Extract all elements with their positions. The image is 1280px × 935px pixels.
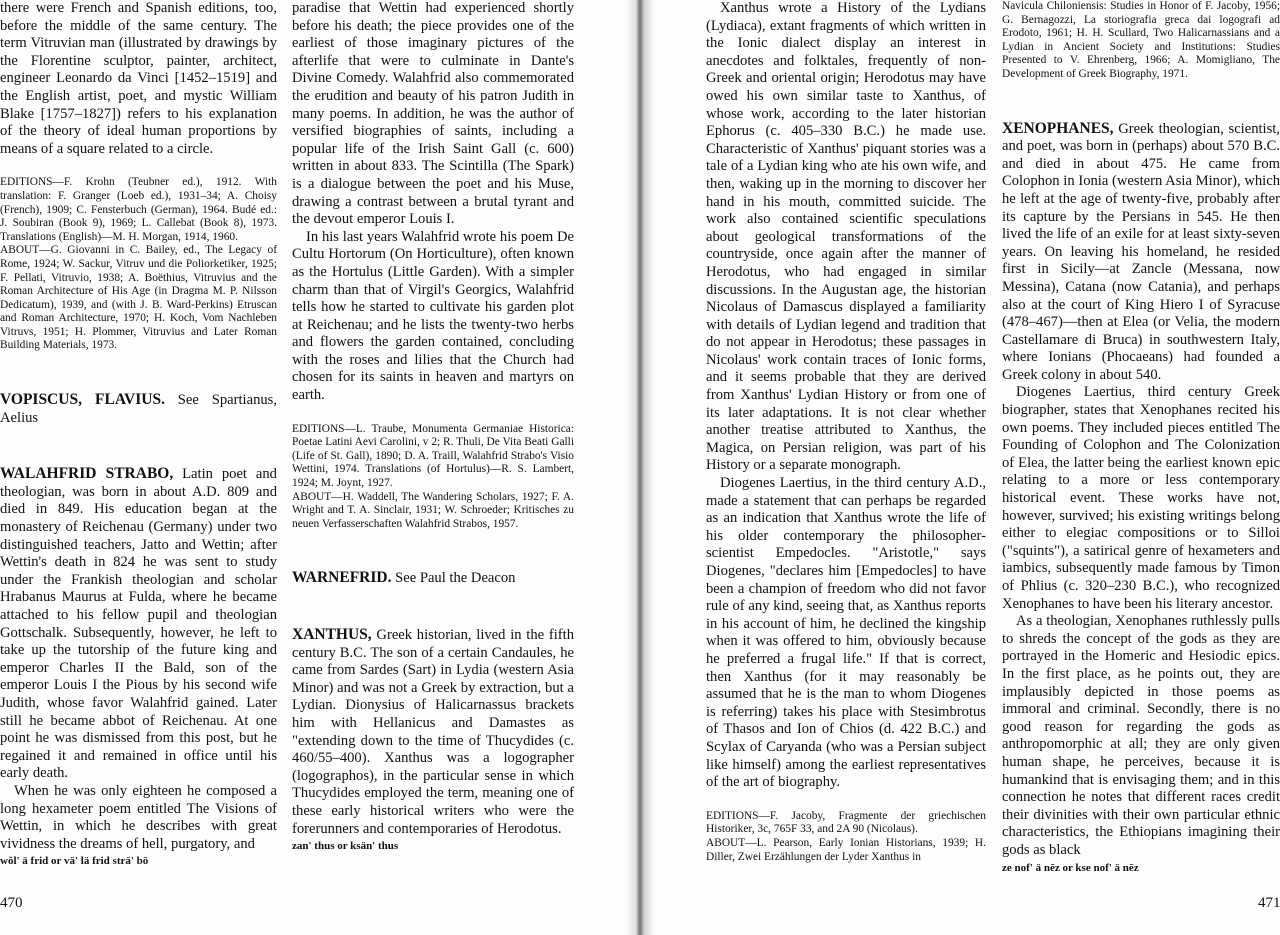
xenophanes-paragraph-3: As a theologian, Xenophanes ruthlessly pulls to shreds the concept of the gods as they are portrayed in the Homeric and Hesiodic epics. In the first place, as he points out, they are implausibly depicted in those poems as immoral and criminal. Secondly, there is no good reason for regarding the gods as anthropomorphic at all; they are only given human shape, he perceives, because it is humankind that is envisaging them; and in this connection he notes that different races credit their divinities with their own particular ethnic characteristics, the Ethiopians imagining their gods as black bbox=[1002, 613, 1280, 858]
entry-body: Greek theologian, scientist, and poet, was born in (perhaps) about 570 B.C. and died in about 475. He came from Colophon in Ionia (western Asia Minor), which he left at the age of twenty-five, probably after its capture by the Persians in 545. He then lived the life of an exile for at least sixty-seven years. On leaving his homeland, he resided first in Sicily—at Zancle (Messana, now Messina), Catana (now Catania), and perhaps also at the court of King Hiero I of Syracuse (478–467)—then at Elea (or Velia, the modern Castellamare di Bruca) in southwestern Italy, where Ionians (Phocaeans) had founded a Greek colony in about 540. bbox=[1002, 120, 1280, 383]
bibliography-about: ABOUT—H. Waddell, The Wandering Scholars, 1927; F. A. Wright and T. A. Sinclair, 1931; W. Schroeder; Kritisches zu neuen Verfasserschaften Walahfrid Strabos, 1957. bbox=[292, 490, 574, 530]
bibliography-editions: EDITIONS—L. Traube, Monumenta Germaniae Historica: Poetae Latini Aevi Carolini, v 2; R. Thuli, De Vita Beati Galli (Life of St. Gall), 1890; D. A. Traill, Walahfrid Strabo's Visio Wettini, 1974. Translations (of Hortulus)—R. S. Lambert, 1924; M. Joynt, 1927. bbox=[292, 422, 574, 490]
bibliography-editions: EDITIONS—F. Krohn (Teubner ed.), 1912. With translation: F. Granger (Loeb ed.), 1931–34; A. Choisy (French), 1909; C. Fensterbuch (German), 1964. Budé ed.: J. Soubiran (Book 9), 1969; L. Callebat (Book 8), 1973. Translations (English)—M. H. Morgan, 1914, 1960. bbox=[0, 176, 277, 243]
walahfrid-paragraph-4: In his last years Walahfrid wrote his poem De Cultu Hortorum (On Horticulture), often known as the Hortulus (Little Garden). With a simpler charm than that of Virgil's Georgics, Walahfrid tells how he started to cultivate his garden plot at Reichenau; and he lists the twenty-two herbs and flowers the garden contained, concluding with the roses and lilies that the Church had chosen for its saints in heaven and martyrs on earth. bbox=[292, 228, 574, 404]
bibliography-editions: EDITIONS—F. Jacoby, Fragmente der griechischen Historiker, 3c, 765F 33, and 2A 90 (Nicolaus). bbox=[706, 809, 986, 836]
xenophanes-paragraph-2: Diogenes Laertius, third century Greek biographer, states that Xenophanes recited his own poems. They included pieces entitled The Founding of Colophon and The Colonization of Elea, the latter being the earliest known epic relating to a more or less contemporary historical event. These works have not, however, survived; his existing writings belong either to elegiac compositions or to Silloi ("squints"), a satirical genre of hexameters and iambics, subsequently made famous by Timon of Phlius (c. 320–230 B.C.), who recognized Xenophanes to have been his literary ancestor. bbox=[1002, 384, 1280, 612]
page-number: 471 bbox=[1258, 895, 1280, 911]
walahfrid-paragraph-2: When he was only eighteen he composed a long hexameter poem entitled The Visions of Wettin, in which he describes with great vividness the dreams of hell, purgatory, and bbox=[0, 782, 277, 852]
entry-body: Greek historian, lived in the fifth century B.C. The son of a certain Candaules, he came from Sardes (Sart) in Lydia (western Asia Minor) and was not a Greek by extraction, but a Lydian. Dionysius of Halicarnassus brackets him with Hellanicus and Damastes as "extending down to the time of Thucydides (c. 460/55–400). Xanthus was a logographer (logographos), in the particular sense in which Thucydides employed the term, meaning one of these early historical writers who were the forerunners and contemporaries of Herodotus. bbox=[292, 627, 574, 837]
entry-vopiscus bbox=[0, 391, 277, 427]
entry-heading: XANTHUS, bbox=[292, 626, 372, 643]
walahfrid-paragraph-3: paradise that Wettin had experienced shortly before his death; the piece provides one of the earliest of those imaginary pictures of the afterlife that were to culminate in Dante's Divine Comedy. Walahfrid also commemorated the erudition and beauty of his patron Judith in many poems. In addition, he was the author of versified biographies of saints, including a popular life of the Irish Saint Gall (c. 600) written in about 833. The Scintilla (The Spark) is a dialogue between the poet and his Muse, drawing a contrast between a brutal tyrant and the devout emperor Louis I. bbox=[292, 0, 574, 228]
vitruvius-paragraph: there were French and Spanish editions, too, before the middle of the same century. The term Vitruvian man (illustrated by drawings by the Florentine sculptor, painter, architect, engineer Leonardo da Vinci [1452–1519] and the English artist, poet, and mystic William Blake [1757–1827]) refers to his explanation of the theory of ideal human proportions by means of a square related to a circle. bbox=[0, 0, 277, 157]
entry-heading: VOPISCUS, FLAVIUS. bbox=[0, 391, 165, 409]
entry-xenophanes-intro bbox=[1002, 120, 1280, 385]
entry-xanthus-intro bbox=[292, 626, 574, 838]
pronunciation: ze nof' ä nēz or kse nof' ä nēz bbox=[1002, 861, 1139, 874]
left-column-2 bbox=[292, 0, 574, 852]
entry-heading: WALAHFRID STRABO, bbox=[0, 465, 174, 483]
xanthus-bibliography bbox=[706, 810, 986, 864]
book-gutter bbox=[626, 0, 654, 935]
right-column-1 bbox=[706, 0, 986, 864]
entry-warnefrid bbox=[292, 569, 574, 588]
entry-walahfrid-intro bbox=[0, 465, 277, 783]
walahfrid-bibliography bbox=[292, 423, 574, 532]
bibliography-about: ABOUT—L. Pearson, Early Ionian Historians, 1939; H. Diller, Zwei Erzählungen der Lyder Xanthus in bbox=[706, 836, 986, 863]
vitruvius-bibliography bbox=[0, 176, 277, 353]
right-page bbox=[640, 0, 1280, 935]
xanthus-paragraph-2: Xanthus wrote a History of the Lydians (Lydiaca), extant fragments of which written in the Ionic dialect display an interest in anecdotes and folktales, frequently of non-Greek and oriental origin; Herodotus may have owed his own similar taste to Xanthus, of whose work, according to the later historian Ephorus (c. 405–330 B.C.) he made use. Characteristic of Xanthus' piquant stories was a tale of a Lydian king who ate his own wife, and then, waking up in the morning to discover her hand in his mouth, committed suicide. The work also contained scientific speculations about geological transformations of the countryside, once again after the manner of Herodotus, who had engaged in similar discussions. In the Augustan age, the historian Nicolaus of Damascus displayed a familiarity with details of Lydian legend and tradition that do not appear in Herodotus; these passages in Nicolaus' work contain traces of Ionic forms, and it seems probable that they are derived from Xanthus' Lydian History or from one of its later adaptations. It is not clear whether another treatise attributed to Xanthus, the Magica, on Persian religion, was part of his History or a separate monograph. bbox=[706, 0, 986, 474]
pronunciation: wŏl' ä frid or vä' lä frid strä' bō bbox=[0, 855, 149, 868]
bibliography-about-continued: Navicula Chiloniensis: Studies in Honor of F. Jacoby, 1956; G. Bernagozzi, La storiografia greca dai logografi ad Erodoto, 1961; H. H. Scullard, Two Halicarnassians and a Lydian in Ancient Society and Institutions: Studies Presented to V. Ehrenberg, 1966; A. Momigliano, The Development of Greek Biography, 1971. bbox=[1002, 0, 1280, 80]
bibliography-about: ABOUT—G. Giovanni in C. Bailey, ed., The Legacy of Rome, 1924; W. Sackur, Vitruv und die Poliorketiker, 1925; F. Pellati, Vitruvio, 1938; A. Boëthius, Vitruvius and the Roman Architecture of His Age (in Dragma M. P. Nilsson Dedicatum), 1939, and (with J. B. Ward-Perkins) Etruscan and Roman Architecture, 1970; H. Koch, Vom Nachleben Vitruvs, 1951; H. Plommer, Vitruvius and Later Roman Building Materials, 1973. bbox=[0, 244, 277, 352]
entry-heading: XENOPHANES, bbox=[1002, 119, 1114, 137]
pronunciation: zan' thus or ksän' thus bbox=[292, 840, 399, 853]
xanthus-bibliography-continued bbox=[1002, 0, 1280, 82]
cross-reference: See Paul the Deacon bbox=[391, 570, 516, 587]
page-number: 470 bbox=[0, 895, 23, 911]
entry-heading: WARNEFRID. bbox=[292, 569, 392, 587]
xanthus-paragraph-3: Diogenes Laertius, in the third century A.D., made a statement that can perhaps be regarded as an indication that Xanthus wrote the life of his older contemporary the philosopher-scientist Empedocles. "Aristotle," says Diogenes, "declares him [Empedocles] to have been a champion of freedom who did not favor rule of any kind, seeing that, as Xanthus reports in his account of him, he declined the kingship when it was offered to him, obviously because he preferred a frugal life." If that is correct, then Xanthus (for it may reasonably be assumed that he is the man to whom Diogenes is referring) takes his place with Stesimbrotus of Thasos and Ion of Chios (d. 422 B.C.) and Scylax of Caryanda (who was a Persian subject like himself) among the earliest representatives of the art of biography. bbox=[706, 475, 986, 791]
left-column-1 bbox=[0, 0, 277, 867]
entry-body: Latin poet and theologian, was born in about A.D. 809 and died in 849. His education began at the monastery of Reichenau (Germany) under two distinguished teachers, Jatto and Wettin; after Wettin's death in 824 he was sent to study under the Frankish theologian and scholar Hrabanus Maurus at Fulda, where he became attached to his fellow pupil and theologian Gottschalk. Subsequently, however, he left to take up the tutorship of the future king and emperor Charles II the Bald, son of the emperor Louis I the Pious by his second wife Judith, whose favor Walahfrid gained. Later still he became abbot of Reichenau. At one point he was dismissed from this post, but he regained it and remained in office until his early death. bbox=[0, 466, 277, 782]
right-column-2 bbox=[1002, 0, 1280, 874]
cross-reference: See Spartianus, Aelius bbox=[0, 392, 277, 426]
